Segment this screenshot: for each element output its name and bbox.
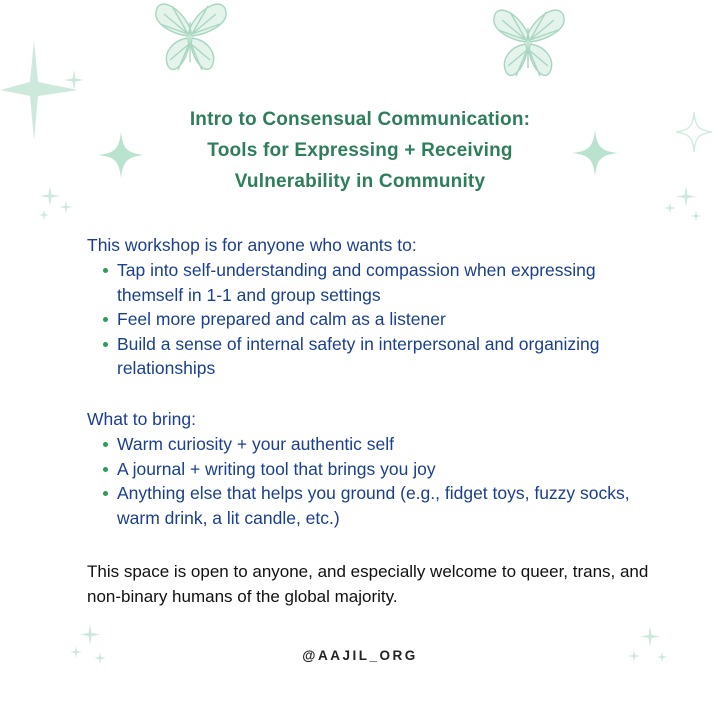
workshop-section <box>87 232 647 381</box>
closing-statement: This space is open to anyone, and especially welcome to queer, trans, and non-binary humans of the global majority. <box>87 562 649 606</box>
workshop-list <box>87 258 647 381</box>
list-item: Tap into self-understanding and compassion when expressing themself in 1-1 and group settings <box>87 258 647 307</box>
list-item: Feel more prepared and calm as a listener <box>87 307 647 332</box>
page-title <box>0 104 720 197</box>
social-handle: @AAJIL_ORG <box>302 648 418 663</box>
bring-section <box>87 406 647 530</box>
list-item: Build a sense of internal safety in interpersonal and organizing relationships <box>87 332 647 381</box>
list-item: Anything else that helps you ground (e.g., fidget toys, fuzzy socks, warm drink, a lit candle, etc.) <box>87 481 647 530</box>
bring-heading: What to bring: <box>87 409 196 429</box>
title-line-2: Tools for Expressing + Receiving <box>207 140 513 161</box>
sparkle-icon-left-small <box>64 70 84 90</box>
bring-list <box>87 432 647 530</box>
title-line-3: Vulnerability in Community <box>234 171 486 192</box>
butterfly-icon-right <box>488 6 568 86</box>
butterfly-icon-left <box>150 0 230 80</box>
workshop-heading: This workshop is for anyone who wants to: <box>87 235 417 255</box>
list-item: Warm curiosity + your authentic self <box>87 432 647 457</box>
title-line-1: Intro to Consensual Communication: <box>189 109 531 130</box>
list-item: A journal + writing tool that brings you joy <box>87 457 647 482</box>
